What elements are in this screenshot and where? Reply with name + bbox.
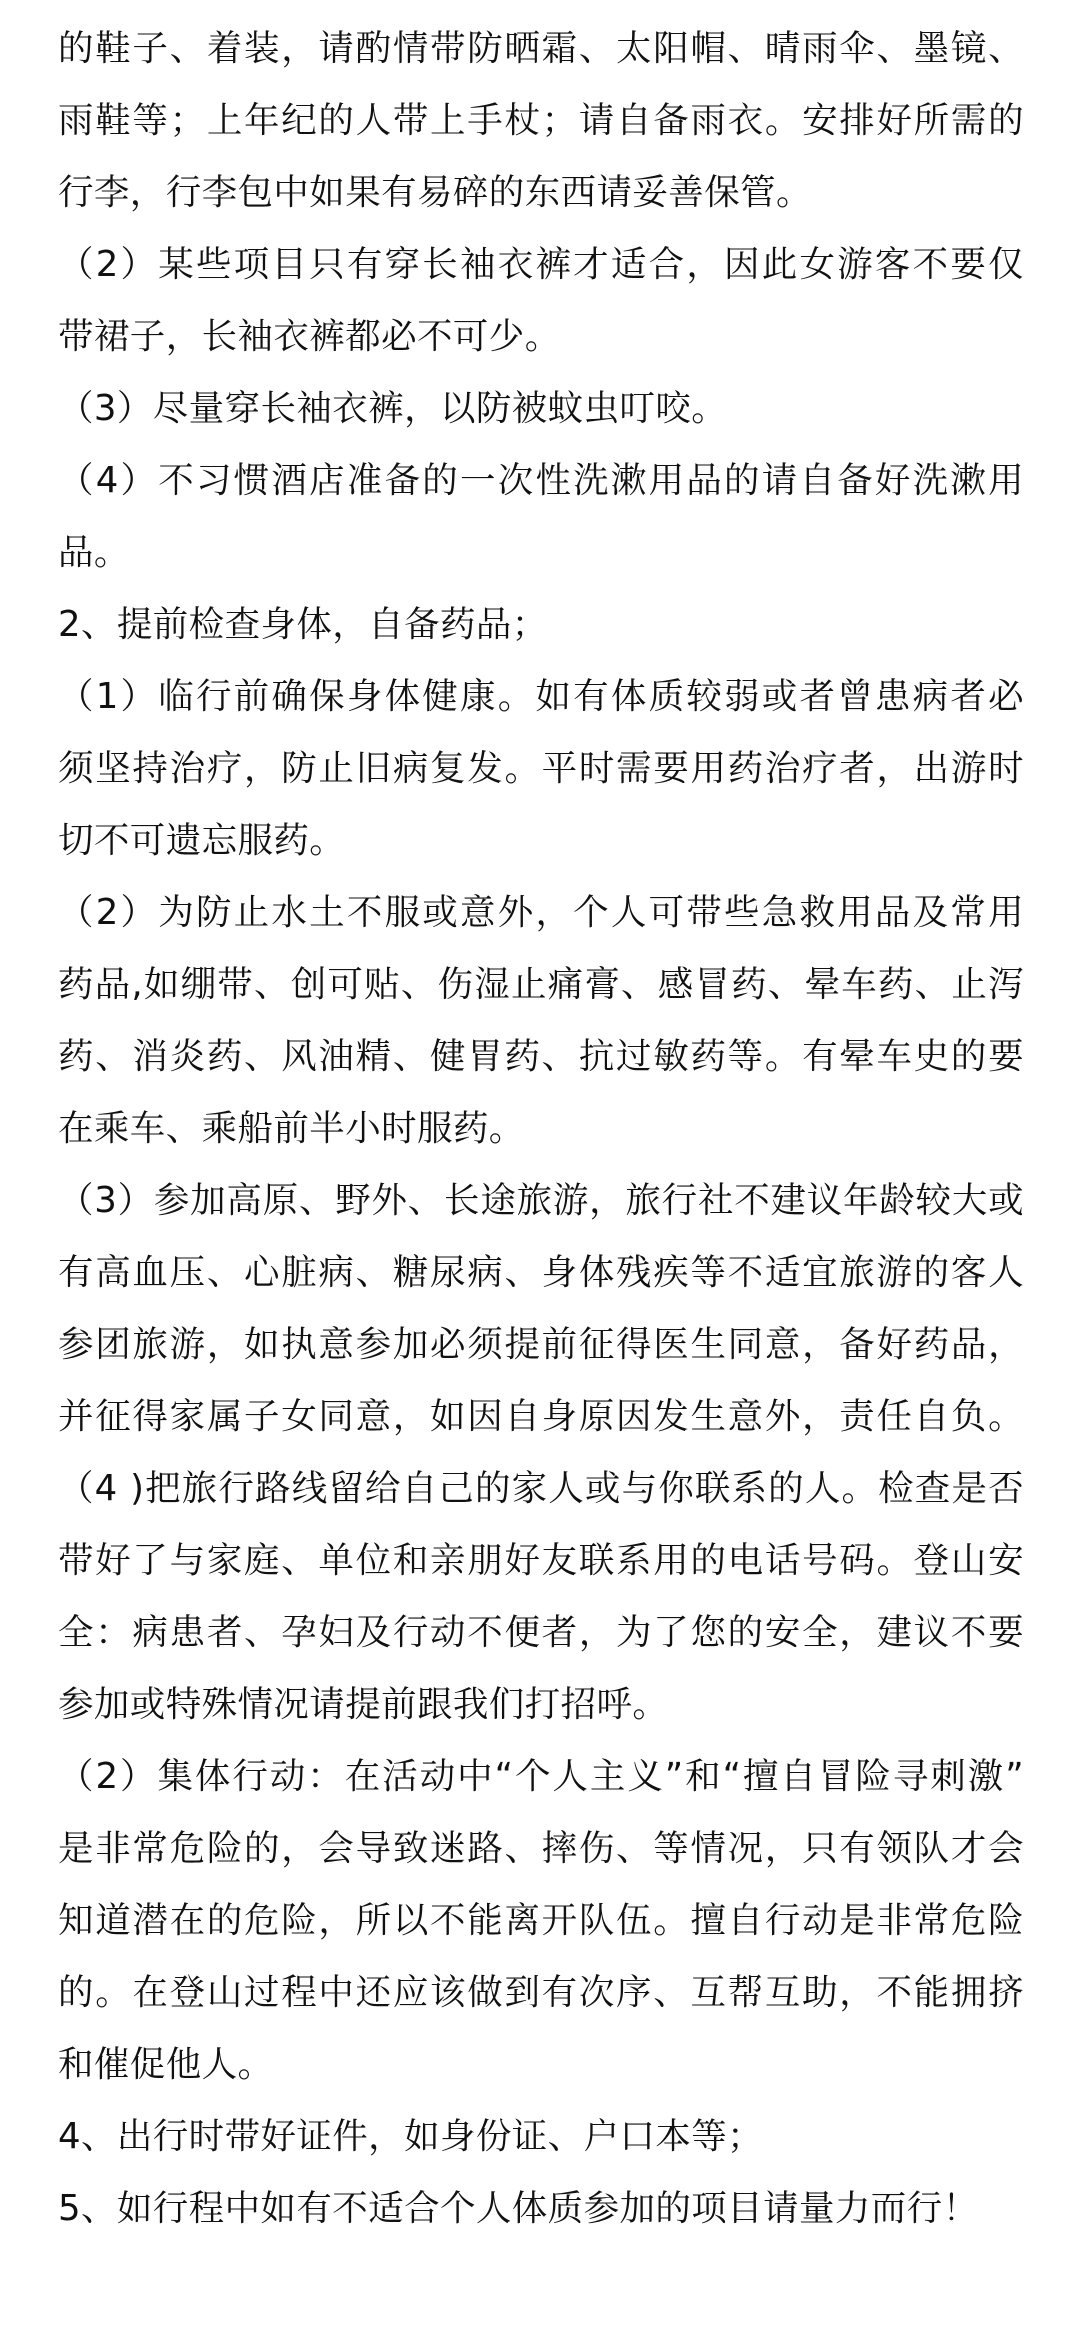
text-line: 品。 xyxy=(58,532,130,573)
text-line: 参加或特殊情况请提前跟我们打招呼。 xyxy=(58,1684,669,1725)
text-line: 4、出行时带好证件，如身份证、户口本等； xyxy=(58,2116,764,2157)
text-line: （4 )把旅行路线留给自己的家人或与你联系的人。检查是否 xyxy=(58,1468,1024,1509)
text-line: 药、消炎药、风油精、健胃药、抗过敏药等。有晕车史的要 xyxy=(58,1036,1024,1077)
text-line: （2）为防止水土不服或意外，个人可带些急救用品及常用 xyxy=(58,892,1024,933)
text-line: 切不可遗忘服药。 xyxy=(58,820,346,861)
text-line: （2）某些项目只有穿长袖衣裤才适合，因此女游客不要仅 xyxy=(58,244,1024,285)
text-line: 的。在登山过程中还应该做到有次序、互帮互助，不能拥挤 xyxy=(58,1972,1024,2013)
text-line: 带好了与家庭、单位和亲朋好友联系用的电话号码。登山安 xyxy=(58,1540,1024,1581)
text-line: （3）尽量穿长袖衣裤，以防被蚊虫叮咬。 xyxy=(58,388,728,429)
text-line: （4）不习惯酒店准备的一次性洗漱用品的请自备好洗漱用 xyxy=(58,460,1024,501)
text-line: 5、如行程中如有不适合个人体质参加的项目请量力而行！ xyxy=(58,2188,979,2229)
text-line: 雨鞋等；上年纪的人带上手杖；请自备雨衣。安排好所需的 xyxy=(58,100,1024,141)
text-line: 全：病患者、孕妇及行动不便者，为了您的安全，建议不要 xyxy=(58,1612,1024,1653)
text-line: 带裙子，长袖衣裤都必不可少。 xyxy=(58,316,561,357)
text-line: 并征得家属子女同意，如因自身原因发生意外，责任自负。 xyxy=(58,1396,1024,1437)
text-line: 参团旅游，如执意参加必须提前征得医生同意，备好药品， xyxy=(58,1324,1024,1365)
text-line: 2、提前检查身体，自备药品； xyxy=(58,604,548,645)
text-line: 药品,如绷带、创可贴、伤湿止痛膏、感冒药、晕车药、止泻 xyxy=(58,964,1024,1005)
text-line: 知道潜在的危险，所以不能离开队伍。擅自行动是非常危险 xyxy=(58,1900,1024,1941)
text-line: 和催促他人。 xyxy=(58,2044,274,2085)
text-line: 的鞋子、着装，请酌情带防晒霜、太阳帽、晴雨伞、墨镜、 xyxy=(58,28,1024,69)
text-line: 是非常危险的，会导致迷路、摔伤、等情况，只有领队才会 xyxy=(58,1828,1024,1869)
text-line: 在乘车、乘船前半小时服药。 xyxy=(58,1108,525,1149)
text-line: （2）集体行动：在活动中“个人主义”和“擅自冒险寻刺激” xyxy=(58,1756,1024,1797)
text-line: 行李，行李包中如果有易碎的东西请妥善保管。 xyxy=(58,172,812,213)
text-line: （3）参加高原、野外、长途旅游，旅行社不建议年龄较大或 xyxy=(58,1180,1024,1221)
text-line: 有高血压、心脏病、糖尿病、身体残疾等不适宜旅游的客人 xyxy=(58,1252,1024,1293)
text-line: 须坚持治疗，防止旧病复发。平时需要用药治疗者，出游时 xyxy=(58,748,1024,789)
text-line: （1）临行前确保身体健康。如有体质较弱或者曾患病者必 xyxy=(58,676,1024,717)
